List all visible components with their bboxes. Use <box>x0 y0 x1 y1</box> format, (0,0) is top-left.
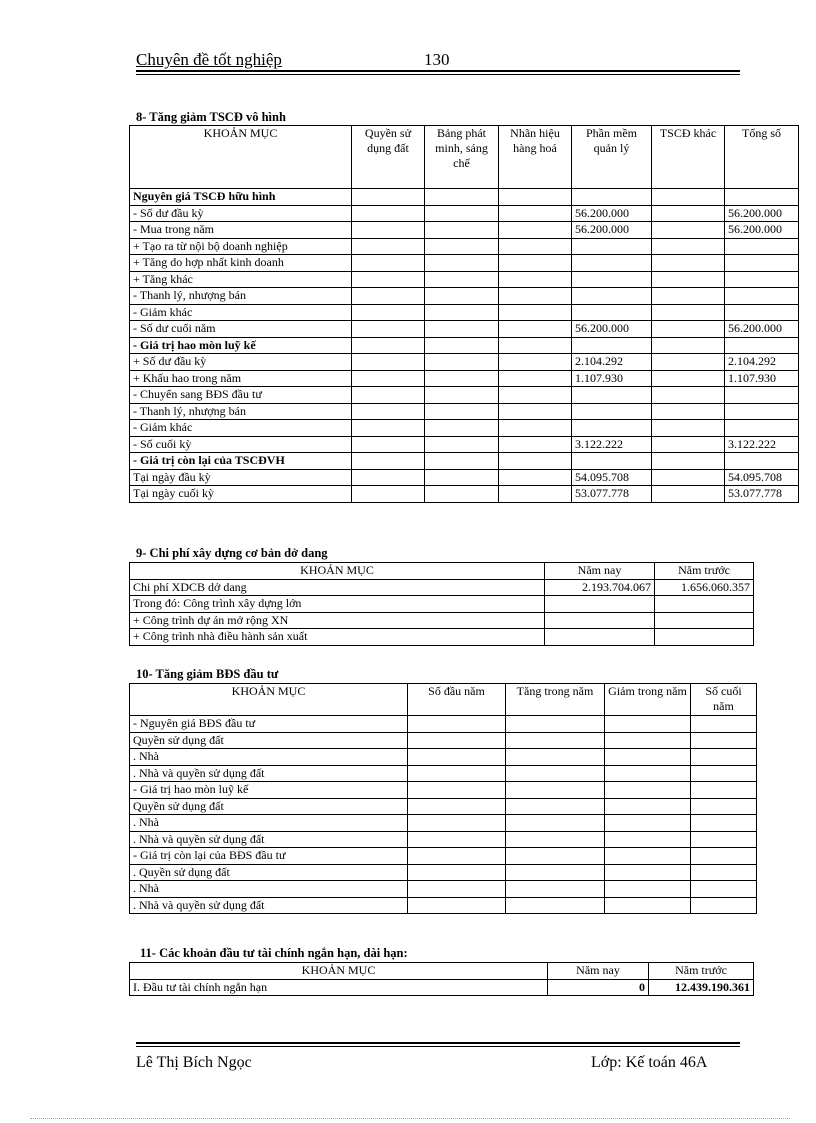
row-label: + Công trình nhà điều hành sản xuất <box>130 629 545 646</box>
empty-cell <box>691 732 757 749</box>
value-cell <box>499 238 572 255</box>
value-cell <box>499 469 572 486</box>
value-cell <box>725 304 799 321</box>
empty-cell <box>408 798 506 815</box>
value-cell: 56.200.000 <box>725 321 799 338</box>
value-cell <box>652 255 725 272</box>
row-label: - Giá trị hao mòn luỹ kế <box>130 782 408 799</box>
row-label: - Thanh lý, nhượng bán <box>130 403 352 420</box>
table-row <box>130 765 757 782</box>
value-cell <box>499 420 572 437</box>
empty-cell <box>605 765 691 782</box>
header-rule <box>136 70 740 72</box>
table-row <box>130 387 799 404</box>
table-row <box>130 716 757 733</box>
value-cell <box>499 304 572 321</box>
table-row <box>130 304 799 321</box>
value-cell <box>655 596 754 613</box>
value-cell <box>425 205 499 222</box>
page-bottom-border <box>30 1118 790 1119</box>
value-cell <box>425 304 499 321</box>
value-cell <box>352 189 425 206</box>
value-cell <box>499 205 572 222</box>
value-cell <box>499 222 572 239</box>
value-cell <box>725 420 799 437</box>
value-cell <box>499 370 572 387</box>
value-cell <box>652 238 725 255</box>
empty-cell <box>408 864 506 881</box>
empty-cell <box>506 732 605 749</box>
construction-in-progress-table <box>129 562 754 646</box>
footer-rule-thin <box>136 1046 740 1047</box>
financial-investments-table <box>129 962 754 996</box>
empty-cell <box>408 716 506 733</box>
value-cell: 1.107.930 <box>572 370 652 387</box>
row-label: - Số dư cuối năm <box>130 321 352 338</box>
column-header: KHOẢN MỤC <box>130 684 408 716</box>
value-cell: 56.200.000 <box>572 205 652 222</box>
empty-cell <box>691 765 757 782</box>
value-cell: 2.193.704.067 <box>545 579 655 596</box>
value-cell <box>652 222 725 239</box>
table-row <box>130 354 799 371</box>
value-cell <box>352 205 425 222</box>
row-label: - Nguyên giá BĐS đầu tư <box>130 716 408 733</box>
column-header: Giảm trong năm <box>605 684 691 716</box>
table-row <box>130 848 757 865</box>
value-cell <box>425 337 499 354</box>
table-row <box>130 596 754 613</box>
column-header: Tăng trong năm <box>506 684 605 716</box>
row-label: Tại ngày đầu kỳ <box>130 469 352 486</box>
table-row <box>130 749 757 766</box>
value-cell <box>425 238 499 255</box>
value-cell <box>425 271 499 288</box>
row-label: - Giá trị hao mòn luỹ kế <box>130 337 352 354</box>
value-cell: 56.200.000 <box>572 222 652 239</box>
empty-cell <box>605 831 691 848</box>
value-cell <box>725 288 799 305</box>
section-10-title: 10- Tăng giảm BĐS đầu tư <box>136 667 279 681</box>
value-cell <box>652 189 725 206</box>
row-label: + Tăng do hợp nhất kinh doanh <box>130 255 352 272</box>
value-cell: 56.200.000 <box>572 321 652 338</box>
column-header: Phần mềm quản lý <box>572 126 652 189</box>
value-cell: 3.122.222 <box>572 436 652 453</box>
empty-cell <box>408 848 506 865</box>
table-row <box>130 881 757 898</box>
table-row <box>130 288 799 305</box>
value-cell <box>425 486 499 503</box>
value-cell <box>572 337 652 354</box>
table-row <box>130 486 799 503</box>
table-row <box>130 189 799 206</box>
empty-cell <box>408 815 506 832</box>
value-cell <box>545 629 655 646</box>
value-cell <box>572 304 652 321</box>
table-row <box>130 370 799 387</box>
value-cell <box>352 255 425 272</box>
column-header: KHOẢN MỤC <box>130 563 545 580</box>
value-cell <box>425 288 499 305</box>
empty-cell <box>605 716 691 733</box>
row-label: + Tăng khác <box>130 271 352 288</box>
value-cell <box>499 403 572 420</box>
value-cell <box>652 337 725 354</box>
empty-cell <box>408 831 506 848</box>
value-cell <box>352 453 425 470</box>
row-label: . Nhà và quyền sử dụng đất <box>130 897 408 914</box>
empty-cell <box>408 749 506 766</box>
column-header: Năm trước <box>655 563 754 580</box>
table-row <box>130 732 757 749</box>
table-row <box>130 205 799 222</box>
value-cell <box>652 469 725 486</box>
column-header: KHOẢN MỤC <box>130 126 352 189</box>
row-label: . Quyền sử dụng đất <box>130 864 408 881</box>
row-label: Trong đó: Công trình xây dựng lớn <box>130 596 545 613</box>
empty-cell <box>506 798 605 815</box>
column-header: Năm trước <box>649 963 754 980</box>
value-cell <box>572 189 652 206</box>
row-label: . Nhà và quyền sử dụng đất <box>130 765 408 782</box>
value-cell <box>499 354 572 371</box>
empty-cell <box>691 897 757 914</box>
empty-cell <box>506 815 605 832</box>
value-cell <box>652 288 725 305</box>
empty-cell <box>605 881 691 898</box>
section-11-title: 11- Các khoản đầu tư tài chính ngắn hạn, dài hạn: <box>140 946 408 960</box>
value-cell <box>725 255 799 272</box>
table-row <box>130 222 799 239</box>
value-cell <box>572 288 652 305</box>
value-cell <box>655 629 754 646</box>
value-cell: 56.200.000 <box>725 205 799 222</box>
value-cell <box>572 238 652 255</box>
empty-cell <box>691 782 757 799</box>
value-cell <box>352 387 425 404</box>
class-label: Lớp: Kế toán 46A <box>591 1054 708 1071</box>
value-cell <box>499 337 572 354</box>
value-cell <box>425 255 499 272</box>
value-cell <box>425 469 499 486</box>
table-row <box>130 782 757 799</box>
value-cell <box>652 436 725 453</box>
column-header: Quyền sử dụng đất <box>352 126 425 189</box>
row-label: I. Đầu tư tài chính ngắn hạn <box>130 979 548 996</box>
row-label: . Nhà <box>130 815 408 832</box>
empty-cell <box>506 831 605 848</box>
value-cell: 12.439.190.361 <box>649 979 754 996</box>
value-cell <box>425 420 499 437</box>
value-cell <box>652 486 725 503</box>
value-cell <box>352 370 425 387</box>
value-cell: 54.095.708 <box>725 469 799 486</box>
empty-cell <box>506 782 605 799</box>
value-cell <box>572 453 652 470</box>
value-cell <box>725 238 799 255</box>
value-cell <box>425 222 499 239</box>
row-label: - Giảm khác <box>130 420 352 437</box>
value-cell: 3.122.222 <box>725 436 799 453</box>
value-cell <box>572 271 652 288</box>
empty-cell <box>605 782 691 799</box>
table-row <box>130 798 757 815</box>
page-number: 130 <box>424 50 450 69</box>
empty-cell <box>605 815 691 832</box>
value-cell <box>499 387 572 404</box>
value-cell <box>352 354 425 371</box>
row-label: + Khấu hao trong năm <box>130 370 352 387</box>
value-cell <box>352 238 425 255</box>
empty-cell <box>691 848 757 865</box>
value-cell <box>499 189 572 206</box>
row-label: Nguyên giá TSCĐ hữu hình <box>130 189 352 206</box>
column-header: Năm nay <box>545 563 655 580</box>
value-cell: 0 <box>548 979 649 996</box>
empty-cell <box>691 749 757 766</box>
column-header: Nhãn hiệu hàng hoá <box>499 126 572 189</box>
value-cell <box>725 453 799 470</box>
value-cell <box>652 205 725 222</box>
table-row <box>130 979 754 996</box>
value-cell <box>652 420 725 437</box>
value-cell <box>652 387 725 404</box>
value-cell <box>352 403 425 420</box>
section-8-title: 8- Tăng giảm TSCĐ vô hình <box>136 110 286 124</box>
value-cell <box>652 321 725 338</box>
table-row <box>130 629 754 646</box>
value-cell <box>652 304 725 321</box>
value-cell <box>652 370 725 387</box>
table-row <box>130 436 799 453</box>
value-cell <box>352 486 425 503</box>
empty-cell <box>408 782 506 799</box>
empty-cell <box>605 798 691 815</box>
row-label: . Nhà <box>130 881 408 898</box>
row-label: Chi phí XDCB dở dang <box>130 579 545 596</box>
table-row <box>130 579 754 596</box>
value-cell <box>352 271 425 288</box>
column-header: KHOẢN MỤC <box>130 963 548 980</box>
table-row <box>130 403 799 420</box>
table-header-row <box>130 684 757 716</box>
value-cell <box>352 288 425 305</box>
empty-cell <box>605 848 691 865</box>
empty-cell <box>506 881 605 898</box>
empty-cell <box>506 716 605 733</box>
empty-cell <box>691 864 757 881</box>
column-header: Năm nay <box>548 963 649 980</box>
value-cell <box>425 370 499 387</box>
empty-cell <box>506 897 605 914</box>
investment-property-table <box>129 683 757 914</box>
value-cell <box>352 321 425 338</box>
value-cell <box>572 420 652 437</box>
value-cell <box>652 271 725 288</box>
value-cell <box>425 453 499 470</box>
value-cell <box>352 469 425 486</box>
value-cell <box>499 288 572 305</box>
value-cell <box>545 596 655 613</box>
row-label: Quyền sử dụng đất <box>130 798 408 815</box>
table-row <box>130 831 757 848</box>
row-label: Tại ngày cuối kỳ <box>130 486 352 503</box>
column-header: TSCĐ khác <box>652 126 725 189</box>
empty-cell <box>605 749 691 766</box>
intangible-assets-table <box>129 125 799 503</box>
row-label: - Mua trong năm <box>130 222 352 239</box>
table-row <box>130 453 799 470</box>
empty-cell <box>691 716 757 733</box>
value-cell <box>352 304 425 321</box>
column-header: Tổng số <box>725 126 799 189</box>
value-cell <box>545 612 655 629</box>
value-cell <box>652 453 725 470</box>
value-cell <box>352 222 425 239</box>
table-row <box>130 469 799 486</box>
table-row <box>130 612 754 629</box>
value-cell <box>499 255 572 272</box>
empty-cell <box>408 881 506 898</box>
value-cell: 2.104.292 <box>725 354 799 371</box>
row-label: - Chuyển sang BĐS đầu tư <box>130 387 352 404</box>
value-cell <box>425 387 499 404</box>
value-cell: 56.200.000 <box>725 222 799 239</box>
row-label: + Số dư đầu kỳ <box>130 354 352 371</box>
value-cell <box>352 420 425 437</box>
empty-cell <box>506 864 605 881</box>
empty-cell <box>691 881 757 898</box>
row-label: - Giá trị còn lại của TSCĐVH <box>130 453 352 470</box>
row-label: - Số dư đầu kỳ <box>130 205 352 222</box>
author-name: Lê Thị Bích Ngọc <box>136 1054 252 1071</box>
table-row <box>130 337 799 354</box>
value-cell <box>725 387 799 404</box>
table-row <box>130 864 757 881</box>
empty-cell <box>691 831 757 848</box>
empty-cell <box>605 732 691 749</box>
row-label: - Giá trị còn lại của BĐS đầu tư <box>130 848 408 865</box>
row-label: - Giảm khác <box>130 304 352 321</box>
empty-cell <box>506 749 605 766</box>
table-row <box>130 897 757 914</box>
table-row <box>130 271 799 288</box>
value-cell <box>425 189 499 206</box>
column-header: Bảng phát minh, sáng chế <box>425 126 499 189</box>
value-cell: 1.656.060.357 <box>655 579 754 596</box>
row-label: . Nhà <box>130 749 408 766</box>
value-cell <box>572 403 652 420</box>
empty-cell <box>506 765 605 782</box>
row-label: + Tạo ra từ nội bộ doanh nghiệp <box>130 238 352 255</box>
value-cell <box>352 337 425 354</box>
value-cell <box>425 321 499 338</box>
row-label: Quyền sử dụng đất <box>130 732 408 749</box>
value-cell <box>572 387 652 404</box>
table-row <box>130 238 799 255</box>
value-cell <box>655 612 754 629</box>
table-row <box>130 815 757 832</box>
value-cell <box>499 436 572 453</box>
section-9-title: 9- Chi phí xây dựng cơ bản dở dang <box>136 546 328 560</box>
empty-cell <box>408 732 506 749</box>
row-label: + Công trình dự án mở rộng XN <box>130 612 545 629</box>
column-header: Số đầu năm <box>408 684 506 716</box>
value-cell <box>425 403 499 420</box>
table-row <box>130 255 799 272</box>
value-cell <box>725 403 799 420</box>
row-label: . Nhà và quyền sử dụng đất <box>130 831 408 848</box>
empty-cell <box>605 897 691 914</box>
column-header: Số cuối năm <box>691 684 757 716</box>
value-cell <box>572 255 652 272</box>
empty-cell <box>691 798 757 815</box>
value-cell <box>425 354 499 371</box>
header-rule-thin <box>136 74 740 75</box>
document-title: Chuyên đề tốt nghiệp <box>136 50 282 69</box>
value-cell <box>725 189 799 206</box>
value-cell: 54.095.708 <box>572 469 652 486</box>
value-cell <box>652 354 725 371</box>
table-header-row <box>130 963 754 980</box>
footer-rule <box>136 1042 740 1044</box>
value-cell <box>725 337 799 354</box>
value-cell: 1.107.930 <box>725 370 799 387</box>
value-cell <box>652 403 725 420</box>
value-cell <box>499 486 572 503</box>
empty-cell <box>691 815 757 832</box>
value-cell <box>499 271 572 288</box>
value-cell <box>352 436 425 453</box>
row-label: - Số cuối kỳ <box>130 436 352 453</box>
value-cell <box>499 453 572 470</box>
value-cell: 2.104.292 <box>572 354 652 371</box>
empty-cell <box>408 765 506 782</box>
empty-cell <box>605 864 691 881</box>
table-row <box>130 420 799 437</box>
value-cell <box>425 436 499 453</box>
table-row <box>130 321 799 338</box>
value-cell <box>499 321 572 338</box>
row-label: - Thanh lý, nhượng bán <box>130 288 352 305</box>
table-header-row <box>130 126 799 189</box>
value-cell: 53.077.778 <box>725 486 799 503</box>
value-cell <box>725 271 799 288</box>
value-cell: 53.077.778 <box>572 486 652 503</box>
empty-cell <box>408 897 506 914</box>
empty-cell <box>506 848 605 865</box>
table-header-row <box>130 563 754 580</box>
